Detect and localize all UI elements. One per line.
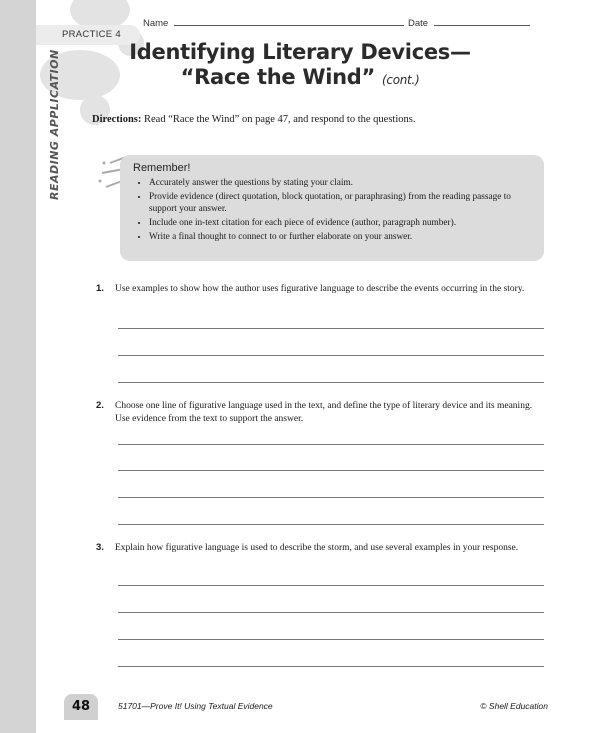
answer-line[interactable]	[118, 612, 544, 613]
remember-box	[120, 155, 544, 261]
remember-list	[133, 177, 534, 243]
answer-line[interactable]	[118, 639, 544, 640]
directions-text: Read “Race the Wind” on page 47, and respond to the questions.	[141, 114, 416, 125]
question-number: 1.	[96, 283, 104, 294]
title-cont: (cont.)	[382, 73, 420, 87]
section-label: READING APPLICATION	[48, 49, 61, 200]
answer-line[interactable]	[118, 524, 544, 525]
answer-line[interactable]	[118, 382, 544, 383]
answer-line[interactable]	[118, 470, 544, 471]
question-3	[96, 542, 548, 555]
name-field[interactable]	[143, 17, 404, 29]
name-label: Name	[143, 18, 169, 29]
remember-title: Remember!	[133, 162, 191, 174]
answer-line[interactable]	[118, 497, 544, 498]
answer-line[interactable]	[118, 444, 544, 445]
question-text: Choose one line of figurative language used in the text, and define the type of literary device and its meaning. Use evidence from the text to support the answer.	[115, 401, 533, 424]
title-line-1: Identifying Literary Devices—	[129, 40, 471, 64]
answer-line[interactable]	[118, 585, 544, 586]
footer-book-title: 51701—Prove It! Using Textual Evidence	[118, 701, 273, 711]
directions	[92, 114, 415, 125]
question-1	[96, 283, 548, 296]
question-number: 3.	[96, 542, 104, 553]
date-label: Date	[408, 18, 429, 29]
footer-publisher: © Shell Education	[480, 701, 548, 711]
answer-line[interactable]	[118, 355, 544, 356]
page-number: 48	[64, 694, 98, 720]
remember-item: • Provide evidence (direct quotation, block quotation, or paraphrasing) from the reading passage to support your answer.	[149, 191, 534, 216]
side-strip	[0, 0, 36, 733]
question-text: Explain how figurative language is used to describe the storm, and use several examples in your response.	[115, 543, 519, 553]
date-field[interactable]	[408, 17, 530, 29]
remember-item: • Write a final thought to connect to or further elaborate on your answer.	[149, 231, 534, 243]
page-title	[0, 40, 600, 93]
remember-item: • Accurately answer the questions by stating your claim.	[149, 177, 534, 189]
remember-item: • Include one in-text citation for each piece of evidence (author, paragraph number).	[149, 217, 534, 229]
answer-line[interactable]	[118, 666, 544, 667]
question-number: 2.	[96, 400, 104, 411]
title-line-2: “Race the Wind”	[180, 65, 375, 89]
answer-line[interactable]	[118, 328, 544, 329]
question-text: Use examples to show how the author uses figurative language to describe the events occurring in the story.	[115, 284, 525, 294]
directions-label: Directions:	[92, 114, 142, 125]
practice-tab: PRACTICE 4	[36, 25, 140, 45]
question-2	[96, 400, 548, 425]
